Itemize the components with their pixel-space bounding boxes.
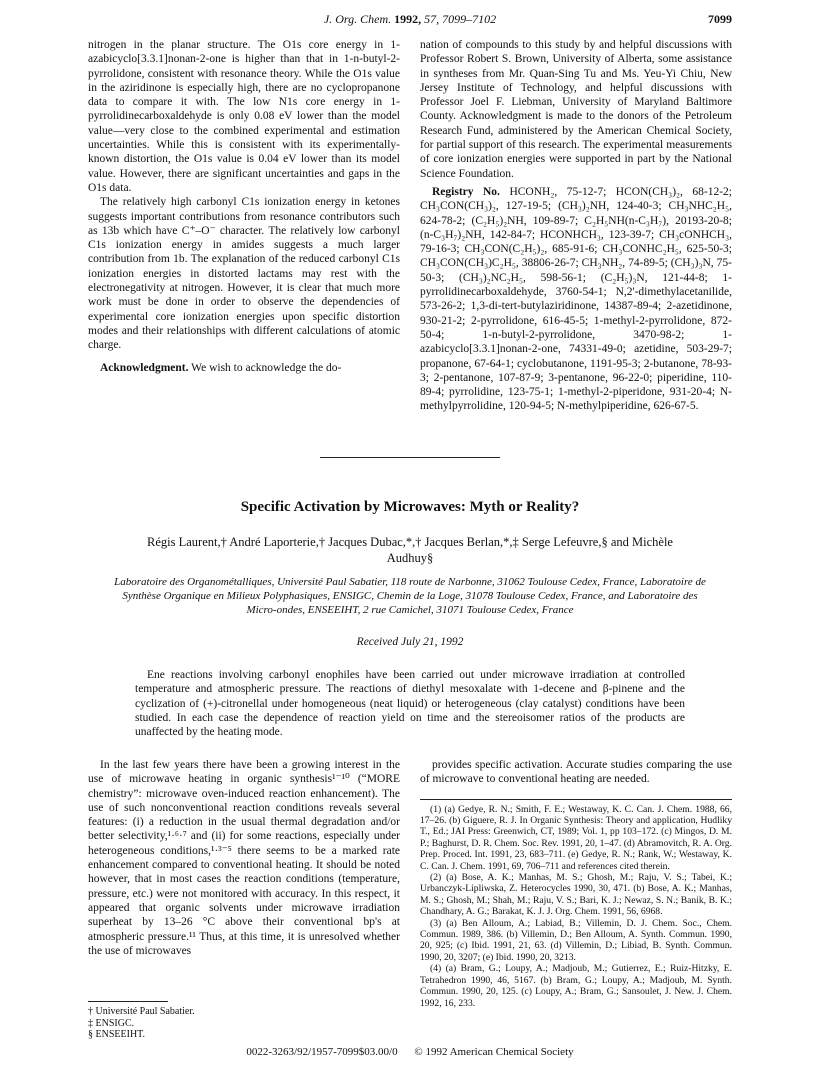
article-authors: Régis Laurent,† André Laporterie,† Jacques Dubac,*,† Jacques Berlan,*,‡ Serge Lefeuvre,§ and Michèle Audhuy§ bbox=[147, 535, 673, 565]
article-divider bbox=[320, 457, 500, 458]
references bbox=[420, 804, 732, 1009]
paragraph: nitrogen in the planar structure. The O1s core energy in 1-azabicyclo[3.3.1]nonan-2-one is higher than that in 1-n-butyl-2-pyrrolidone, consistent with resonance theory. While the O1s value in the aziridinone is especially high, there are no cyclopropanone data to compare it with. The low N1s core energy in 1-pyrrolidinecarboxaldehyde is only 0.08 eV lower than the model value—very close to the combined experimental and estimation uncertainties. While this is consistent with its experimentally-known distortion, the O1s value is 0.04 eV lower than its model value. However, there are significant uncertainties and gaps in the O1s data. bbox=[88, 39, 400, 194]
reference-item: (3) (a) Ben Alloum, A.; Labiad, B.; Villemin, D. J. Chem. Soc., Chem. Commun. 1989, 386. (b) Villemin, D.; Ben Alloum, A. Synth. Commun. 1990, 20, 925; (c) Ibid. 1991, 21, 63. (d) Villemin, D.; Libiad, B. Synth. Commun. 1990, 20, 3207; (e) Ibid. 1990, 20, 3213. bbox=[420, 917, 732, 963]
journal-name: J. Org. Chem. bbox=[323, 12, 392, 26]
references-rule bbox=[420, 799, 732, 800]
footnote-item: ‡ ENSIGC. bbox=[88, 1017, 135, 1029]
journal-volume-pages: 57, 7099–7102 bbox=[424, 12, 497, 26]
footnote-rule bbox=[88, 1001, 168, 1002]
page-number: 7099 bbox=[708, 12, 732, 26]
acknowledgment-start bbox=[88, 361, 400, 375]
footnote-item: § ENSEEIHT. bbox=[88, 1029, 146, 1040]
registry-label: Registry No. bbox=[432, 185, 500, 198]
acknowledgment-label: Acknowledgment. bbox=[100, 361, 189, 374]
article-title: Specific Activation by Microwaves: Myth or Reality? bbox=[240, 499, 580, 515]
abstract-text: Ene reactions involving carbonyl enophiles have been carried out under microwave irradiation at controlled temperature and atmospheric pressure. The reactions of diethyl mesoxalate with 1-decene and β-pinene and the cyclization of (+)-citronellal under homogeneous (neat liquid) or heterogeneous (clay catalyst) conditions have been studied. In each case the dependence of reaction yield on time and the stereoisomer ratios of the products are unaffected by the heating mode. bbox=[135, 669, 685, 739]
paragraph: provides specific activation. Accurate studies comparing the use of microwave to conventional heating are needed. bbox=[420, 759, 732, 786]
footer-copyright: © 1992 American Chemical Society bbox=[414, 1046, 574, 1058]
footnote-item: † Université Paul Sabatier. bbox=[88, 1006, 195, 1017]
running-header bbox=[88, 12, 732, 30]
paragraph: The relatively high carbonyl C1s ionization energy in ketones suggests important contributions from resonance contributors such as 13b which have C⁺–O⁻ character. The relatively low carbonyl C1s ionization energy in amides suggests a much larger contribution from 1b. The explanation of the reduced carbonyl C1s ionization energies in distorted lactams may rest with the electronegativity at nitrogen. However, it is clear that much more work must be done in order to observe the dependencies of experimental core ionization energies upon specific distortion modes and their relationships with different calculations of atomic charge. bbox=[88, 196, 400, 352]
previous-article-left-column bbox=[88, 38, 400, 375]
page-footer bbox=[88, 1046, 732, 1058]
abstract bbox=[135, 668, 685, 739]
reference-item: (1) (a) Gedye, R. N.; Smith, F. E.; Westaway, K. C. Can. J. Chem. 1988, 66, 17–26. (b) Giguere, R. J. In Organic Synthesis: Theory and application, Hudliky T., Ed.; JAI Press: Greenwich, CT, 1989; Vol. 1, pp 103–172. (c) Mingos, D. M. P.; Baghurst, D. R. Chem. Soc. Rev. 1991, 20, 1–47. (d) Abramovitch, R. A. Org. Prep. Proced. Int. 1991, 23, 683–711. (e) Gedye, R. N.; Rank, W.; Westaway, K. C. Can. J. Chem. 1991, 69, 706–711 and references cited therein. bbox=[420, 803, 732, 872]
registry-numbers bbox=[420, 185, 732, 414]
paragraph: In the last few years there have been a growing interest in the use of microwave heating in organic synthesis¹⁻¹⁰ (“MORE chemistry”: microwave oven-induced reaction enhancement). The use of such nonconventional reaction conditions reveals several features: (i) a reduction in the usual thermal degradation and/or better selectivity,¹·⁶·⁷ and (ii) for some reactions, especially under heterogeneous conditions,¹·³⁻⁵ there seems to be a marked rate enhancement compared to conventional heating. It should be noted however, that in most cases the reaction conditions (temperature, pressure, etc.) were not monitored with accuracy. In this respect, it appeared that organic solvents under microwave irradiation superheat by 13–26 °C above their conventional bp's at atmospheric pressure.¹¹ Thus, at this time, it is unresolved whether the use of microwaves bbox=[88, 759, 400, 957]
received-date: Received July 21, 1992 bbox=[356, 636, 464, 648]
article-body-right-column bbox=[420, 758, 732, 1009]
article-body-left-column bbox=[88, 758, 400, 958]
acknowledgment-continued: nation of compounds to this study by and helpful discussions with Professor Robert S. Brown, University of Alberta, some assistance in syntheses from Mr. Quan-Sing Tu and Ms. Yeu-Yi Chiu, New Jersey Institute of Technology, and helpful discussions with Professor Joel F. Liebman, University of Maryland Baltimore County. Acknowledgment is made to the donors of the Petroleum Research Fund, administered by the American Chemical Society, for partial support of this research. The experimental measurements of core ionization energies were supported in part by the National Science Foundation. bbox=[420, 39, 732, 180]
affiliation-footnotes bbox=[88, 1001, 400, 1041]
journal-year: 1992, bbox=[394, 12, 422, 26]
journal-citation bbox=[88, 12, 732, 27]
reference-item: (4) (a) Bram, G.; Loupy, A.; Madjoub, M.; Gutierrez, E.; Ruiz-Hitzky, E. Tetrahedron 1990, 46, 5167. (b) Bram, G.; Loupy, A.; Madjoub, M. Synth. Commun. 1990, 20, 125. (c) Loupy, A.; Bram, G.; Sansoulet, J. New. J. Chem. 1992, 16, 233. bbox=[420, 963, 732, 1009]
registry-text: HCONH₂, 75-12-7; HCON(CH₃)₂, 68-12-2; CH₃CON(CH₃)₂, 127-19-5; (CH₃)₂NH, 124-40-3; CH₃NHC₂H₅, 624-78-2; (C₂H₅)₂NH, 109-89-7; C₂H₅NH(n-C₃H₇), 20193-20-8; (n-C₃H₇)₂NH, 142-84-7; HCONHCH₃, 123-39-7; CH₃cONHCH₃, 79-16-3; CH₃CON(C₂H₅)₂, 685-91-6; CH₃CONHC₂H₅, 625-50-3; CH₃CON(CH₃)C₂H₅, 38806-26-7; CH₃NH₂, 74-89-5; (CH₃)₃N, 75-50-3; (CH₃)₂NC₂H₅, 598-56-1; (C₂H₅)₃N, 121-44-8; 1-pyrrolidinecarboxaldehyde, 3760-54-1; N,2'-dimethylacetanilide, 573-26-2; 1,3-di-tert-butylaziridinone, 14387-89-4; 2-azetidinone, 930-21-2; 2-pyrrolidone, 616-45-5; 1-methyl-2-pyrrolidone, 872-50-4; 1-n-butyl-2-pyrrolidone, 3470-98-2; 1-azabicyclo[3.3.1]nonan-2-one, 74331-49-0; azetidine, 503-29-7; propanone, 67-64-1; cyclobutanone, 1191-95-3; 2-butanone, 78-93-3; 2-pentanone, 107-87-9; 3-pentanone, 96-22-0; piperidine, 110-89-4; pyrrolidine, 123-75-1; 1-methyl-2-piperidone, 931-20-4; N-methylpyrrolidine, 120-94-5; N-methylpiperidine, 626-67-5. bbox=[420, 185, 732, 413]
reference-item: (2) (a) Bose, A. K.; Manhas, M. S.; Ghosh, M.; Raju, V. S.; Tabei, K.; Urbanczyk-Lipliwska, Z. Heterocycles 1990, 30, 471. (b) Bose, A. K.; Manhas, M. S.; Ghosh, M.; Shah, M.; Raju, V. S.; Bari, K. J.; Newaz, S. N.; Banik, B. K.; Chandhary, A. G.; Barakat, K. J. J. Org. Chem. 1991, 56, 6968. bbox=[420, 872, 732, 918]
footer-code: 0022-3263/92/1957-7099$03.00/0 bbox=[246, 1046, 398, 1058]
article-affiliation: Laboratoire des Organométalliques, Université Paul Sabatier, 118 route de Narbonne, 31062 Toulouse Cedex, France, Laboratoire de Synthèse Organique en Milieux Polyphasiques, ENSIGC, Chemin de la Loge, 31078 Toulouse Cedex, France, and Laboratoire des Micro-ondes, ENSEEIHT, 2 rue Camichel, 31071 Toulouse Cedex, France bbox=[114, 576, 706, 616]
previous-article-right-column bbox=[420, 38, 732, 414]
acknowledgment-text: We wish to acknowledge the do- bbox=[191, 361, 342, 374]
